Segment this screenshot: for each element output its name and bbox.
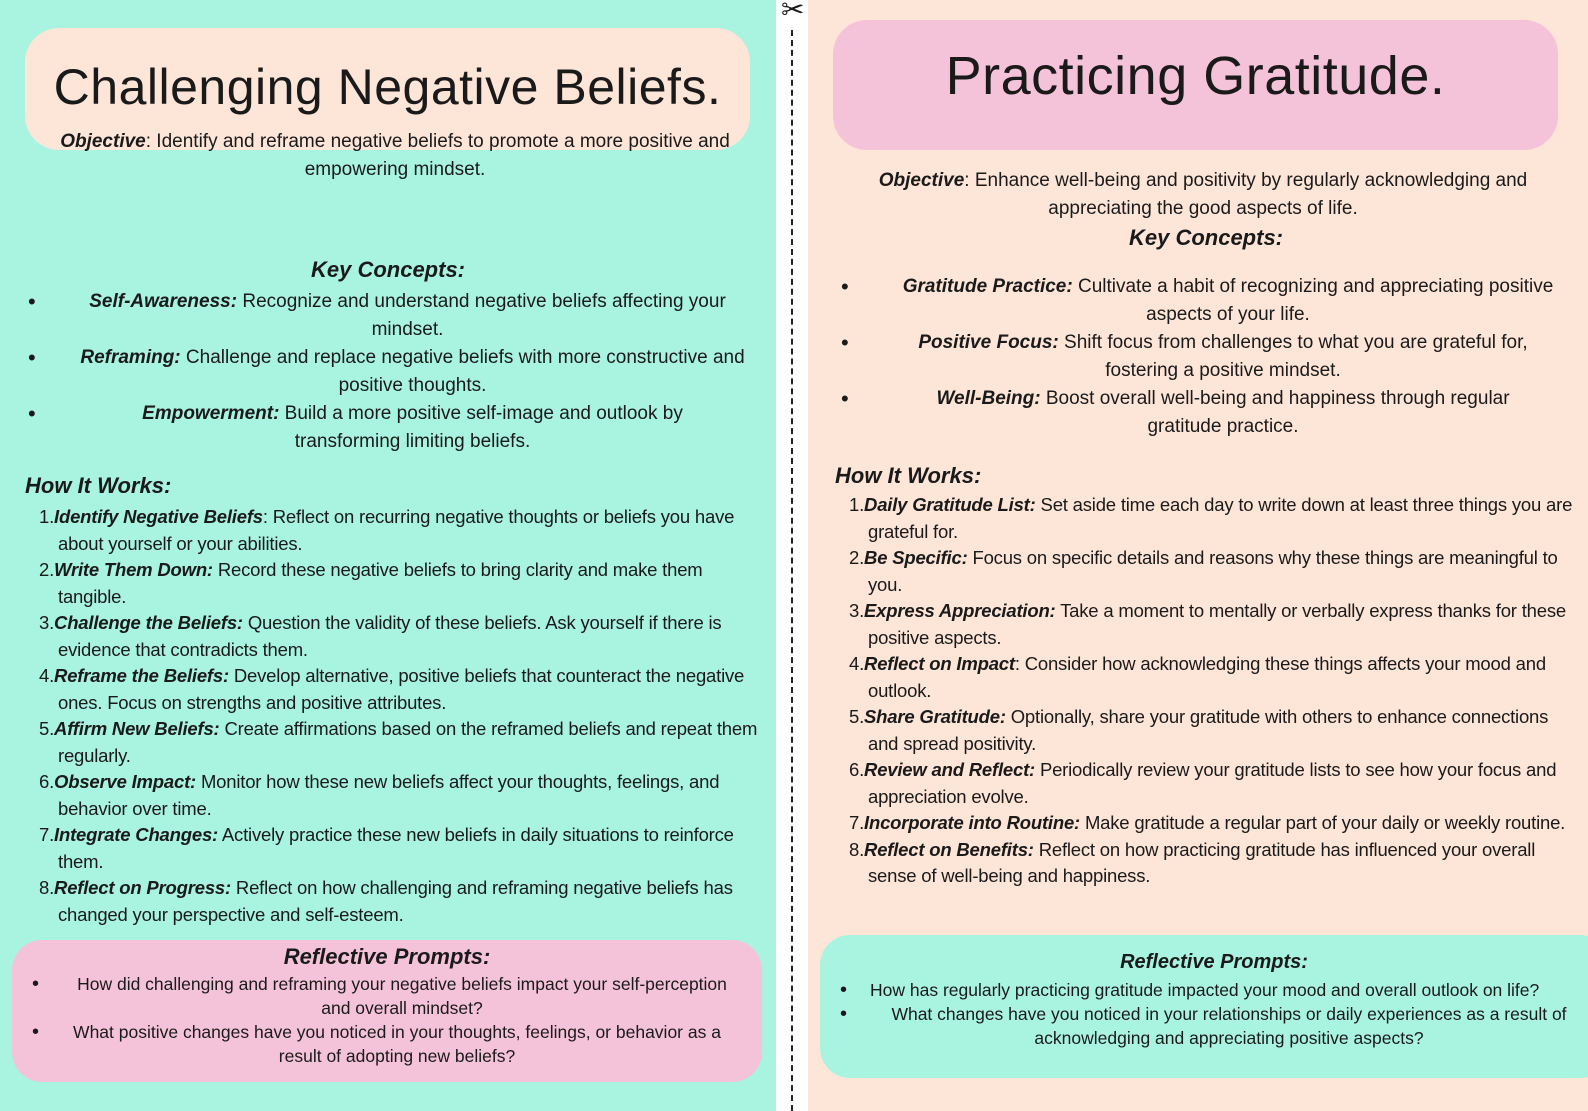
prompt-item: • How did challenging and reframing your negative beliefs impact your self-perception and overall mindset? xyxy=(32,973,727,1018)
steps-list xyxy=(835,492,1575,890)
step-item xyxy=(835,757,1575,810)
step-item xyxy=(835,545,1575,598)
prompt-item: • How has regularly practicing gratitude impacted your mood and overall outlook on life? xyxy=(840,979,1540,1001)
step-term: Share Gratitude: xyxy=(864,706,1006,727)
step-text: Focus on specific details and reasons why these things are meaningful to you. xyxy=(868,547,1558,595)
steps-list xyxy=(25,504,765,928)
reflective-prompts-heading: Reflective Prompts: xyxy=(283,944,491,969)
step-text: Question the validity of these beliefs. Ask yourself if there is evidence that contradicts them. xyxy=(58,612,722,660)
step-num: 1. xyxy=(39,506,55,527)
concept-term: Well-Being: xyxy=(936,388,1041,409)
step-num: 5. xyxy=(849,706,865,727)
scissors-icon: ✂ xyxy=(781,0,805,25)
step-item xyxy=(25,610,765,663)
how-it-works-heading: How It Works: xyxy=(835,463,982,488)
step-term: Incorporate into Routine: xyxy=(864,812,1080,833)
step-text: Periodically review your gratitude lists to see how your focus and appreciation evolve. xyxy=(868,759,1557,807)
step-term: Write Them Down: xyxy=(54,559,213,580)
step-term: Review and Reflect: xyxy=(864,759,1036,780)
step-item xyxy=(25,822,765,875)
objective-text: : Enhance well-being and positivity by regularly acknowledging and appreciating the good aspects of life. xyxy=(964,170,1528,219)
prompt-item: • What positive changes have you noticed in your thoughts, feelings, or behavior as a result of adopting new beliefs? xyxy=(32,1021,721,1066)
step-item xyxy=(835,651,1575,704)
step-term: Express Appreciation: xyxy=(864,600,1056,621)
how-it-works-heading: How It Works: xyxy=(25,473,172,498)
concept-item: • Well-Being: Boost overall well-being and happiness through regular gratitude practice. xyxy=(841,386,1510,437)
step-num: 5. xyxy=(39,718,55,739)
key-concepts-heading: Key Concepts: xyxy=(310,257,466,282)
step-num: 8. xyxy=(849,838,865,860)
step-item xyxy=(25,557,765,610)
concept-item: • Empowerment: Build a more positive self-image and outlook by transforming limiting beliefs. xyxy=(28,401,683,452)
concept-term: Positive Focus: xyxy=(918,332,1059,353)
reflective-prompts-box xyxy=(12,940,762,1082)
concept-term: Reframing: xyxy=(80,347,181,368)
step-num: 2. xyxy=(39,559,55,580)
concept-text: Recognize and understand negative beliefs affecting your mindset. xyxy=(237,291,726,340)
step-item xyxy=(25,504,765,557)
page-title: Practicing Gratitude. xyxy=(945,46,1446,106)
concept-text: Cultivate a habit of recognizing and appreciating positive aspects of your life. xyxy=(1072,276,1554,325)
step-term: Reflect on Benefits: xyxy=(864,838,1034,860)
step-text: : Consider how acknowledging these things affects your mood and outlook. xyxy=(868,653,1546,701)
step-text: Monitor how these new beliefs affect your thoughts, feelings, and behavior over time. xyxy=(58,771,720,819)
step-item xyxy=(835,598,1575,651)
cut-line xyxy=(776,0,808,1111)
concept-item: • Self-Awareness: Recognize and understand negative beliefs affecting your mindset. xyxy=(28,289,726,340)
concept-text: Build a more positive self-image and outlook by transforming limiting beliefs. xyxy=(279,403,683,452)
objective xyxy=(40,128,750,184)
title-box xyxy=(833,20,1558,150)
step-num: 1. xyxy=(849,494,865,515)
objective-label: Objective xyxy=(60,131,146,152)
concept-item: • Gratitude Practice: Cultivate a habit of recognizing and appreciating positive aspects of your life. xyxy=(841,274,1554,325)
step-term: Reframe the Beliefs: xyxy=(54,665,229,686)
objective xyxy=(843,167,1563,223)
step-item xyxy=(835,492,1575,545)
step-term: Be Specific: xyxy=(864,547,968,568)
prompt-text: What changes have you noticed in your relationships or daily experiences as a result of acknowledging and appreciating positive aspects? xyxy=(891,1004,1567,1048)
concept-term: Self-Awareness: xyxy=(89,291,238,312)
step-text: Take a moment to mentally or verbally express thanks for these positive aspects. xyxy=(868,600,1566,648)
step-text: Actively practice these new beliefs in daily situations to reinforce them. xyxy=(58,824,734,872)
step-item xyxy=(835,704,1575,757)
step-num: 3. xyxy=(39,612,55,633)
reflective-prompts-box xyxy=(820,935,1588,1078)
key-concepts-list xyxy=(841,273,1563,441)
concept-text: Shift focus from challenges to what you are grateful for, fostering a positive mindset. xyxy=(1058,332,1528,381)
step-num: 4. xyxy=(849,653,865,674)
page-title: Challenging Negative Beliefs. xyxy=(53,59,722,115)
step-num: 8. xyxy=(39,877,55,898)
prompt-text: How has regularly practicing gratitude impacted your mood and overall outlook on life? xyxy=(870,980,1540,1000)
step-text: Optionally, share your gratitude with others to enhance connections and spread positivity. xyxy=(868,706,1549,754)
prompt-text: How did challenging and reframing your negative beliefs impact your self-perception and overall mindset? xyxy=(77,974,727,1018)
objective-text: : Identify and reframe negative beliefs to promote a more positive and empowering mindset. xyxy=(145,131,730,180)
prompt-text: What positive changes have you noticed in your thoughts, feelings, or behavior as a result of adopting new beliefs? xyxy=(73,1022,721,1066)
step-item xyxy=(835,810,1575,837)
step-num: 3. xyxy=(849,600,865,621)
step-item xyxy=(25,663,765,716)
prompt-item: • What changes have you noticed in your relationships or daily experiences as a result of acknowledging and appreciating positive aspects? xyxy=(840,1003,1567,1048)
step-text: Create affirmations based on the reframed beliefs and repeat them regularly. xyxy=(58,718,758,766)
step-item xyxy=(25,716,765,769)
step-num: 6. xyxy=(849,759,865,780)
step-term: Daily Gratitude List: xyxy=(864,494,1036,515)
negative-beliefs-worksheet xyxy=(0,0,776,1111)
step-term: Identify Negative Beliefs xyxy=(54,506,263,527)
step-term: Observe Impact: xyxy=(54,771,197,792)
step-item xyxy=(835,837,1575,890)
concept-term: Empowerment: xyxy=(142,403,280,424)
step-term: Reflect on Progress: xyxy=(54,877,231,898)
step-term: Reflect on Impact xyxy=(864,653,1015,674)
step-text: Record these negative beliefs to bring clarity and make them tangible. xyxy=(58,559,703,607)
concept-item: • Reframing: Challenge and replace negative beliefs with more constructive and positive thoughts. xyxy=(28,345,745,396)
gratitude-worksheet xyxy=(808,0,1588,1111)
step-term: Challenge the Beliefs: xyxy=(54,612,243,633)
step-term: Integrate Changes: xyxy=(54,824,218,845)
step-num: 2. xyxy=(849,547,865,568)
concept-item: • Positive Focus: Shift focus from challenges to what you are grateful for, fostering a positive mindset. xyxy=(841,330,1528,381)
step-num: 7. xyxy=(849,812,865,833)
concept-term: Gratitude Practice: xyxy=(902,276,1073,297)
step-text: Reflect on how challenging and reframing negative beliefs has changed your perspective and self-esteem. xyxy=(58,877,733,925)
step-term: Affirm New Beliefs: xyxy=(54,718,220,739)
step-text: Develop alternative, positive beliefs that counteract the negative ones. Focus on strengths and positive attributes. xyxy=(58,665,745,713)
step-num: 6. xyxy=(39,771,55,792)
concept-text: Challenge and replace negative beliefs with more constructive and positive thoughts. xyxy=(180,347,745,396)
reflective-prompts-heading: Reflective Prompts: xyxy=(1120,951,1308,973)
key-concepts-heading: Key Concepts: xyxy=(1128,225,1284,250)
step-num: 7. xyxy=(39,824,55,845)
step-text: Make gratitude a regular part of your daily or weekly routine. xyxy=(1080,812,1566,833)
concept-text: Boost overall well-being and happiness through regular gratitude practice. xyxy=(1040,388,1510,437)
step-item xyxy=(25,875,765,928)
step-text: : Reflect on recurring negative thoughts or beliefs you have about yourself or your abilities. xyxy=(58,506,735,554)
dashed-line xyxy=(791,30,793,1111)
step-item xyxy=(25,769,765,822)
step-text: Set aside time each day to write down at least three things you are grateful for. xyxy=(868,494,1573,542)
step-num: 4. xyxy=(39,665,55,686)
key-concepts-list xyxy=(28,288,765,456)
objective-label: Objective xyxy=(878,170,965,191)
step-text: Reflect on how practicing gratitude has influenced your overall sense of well-being and happiness. xyxy=(868,838,1536,886)
